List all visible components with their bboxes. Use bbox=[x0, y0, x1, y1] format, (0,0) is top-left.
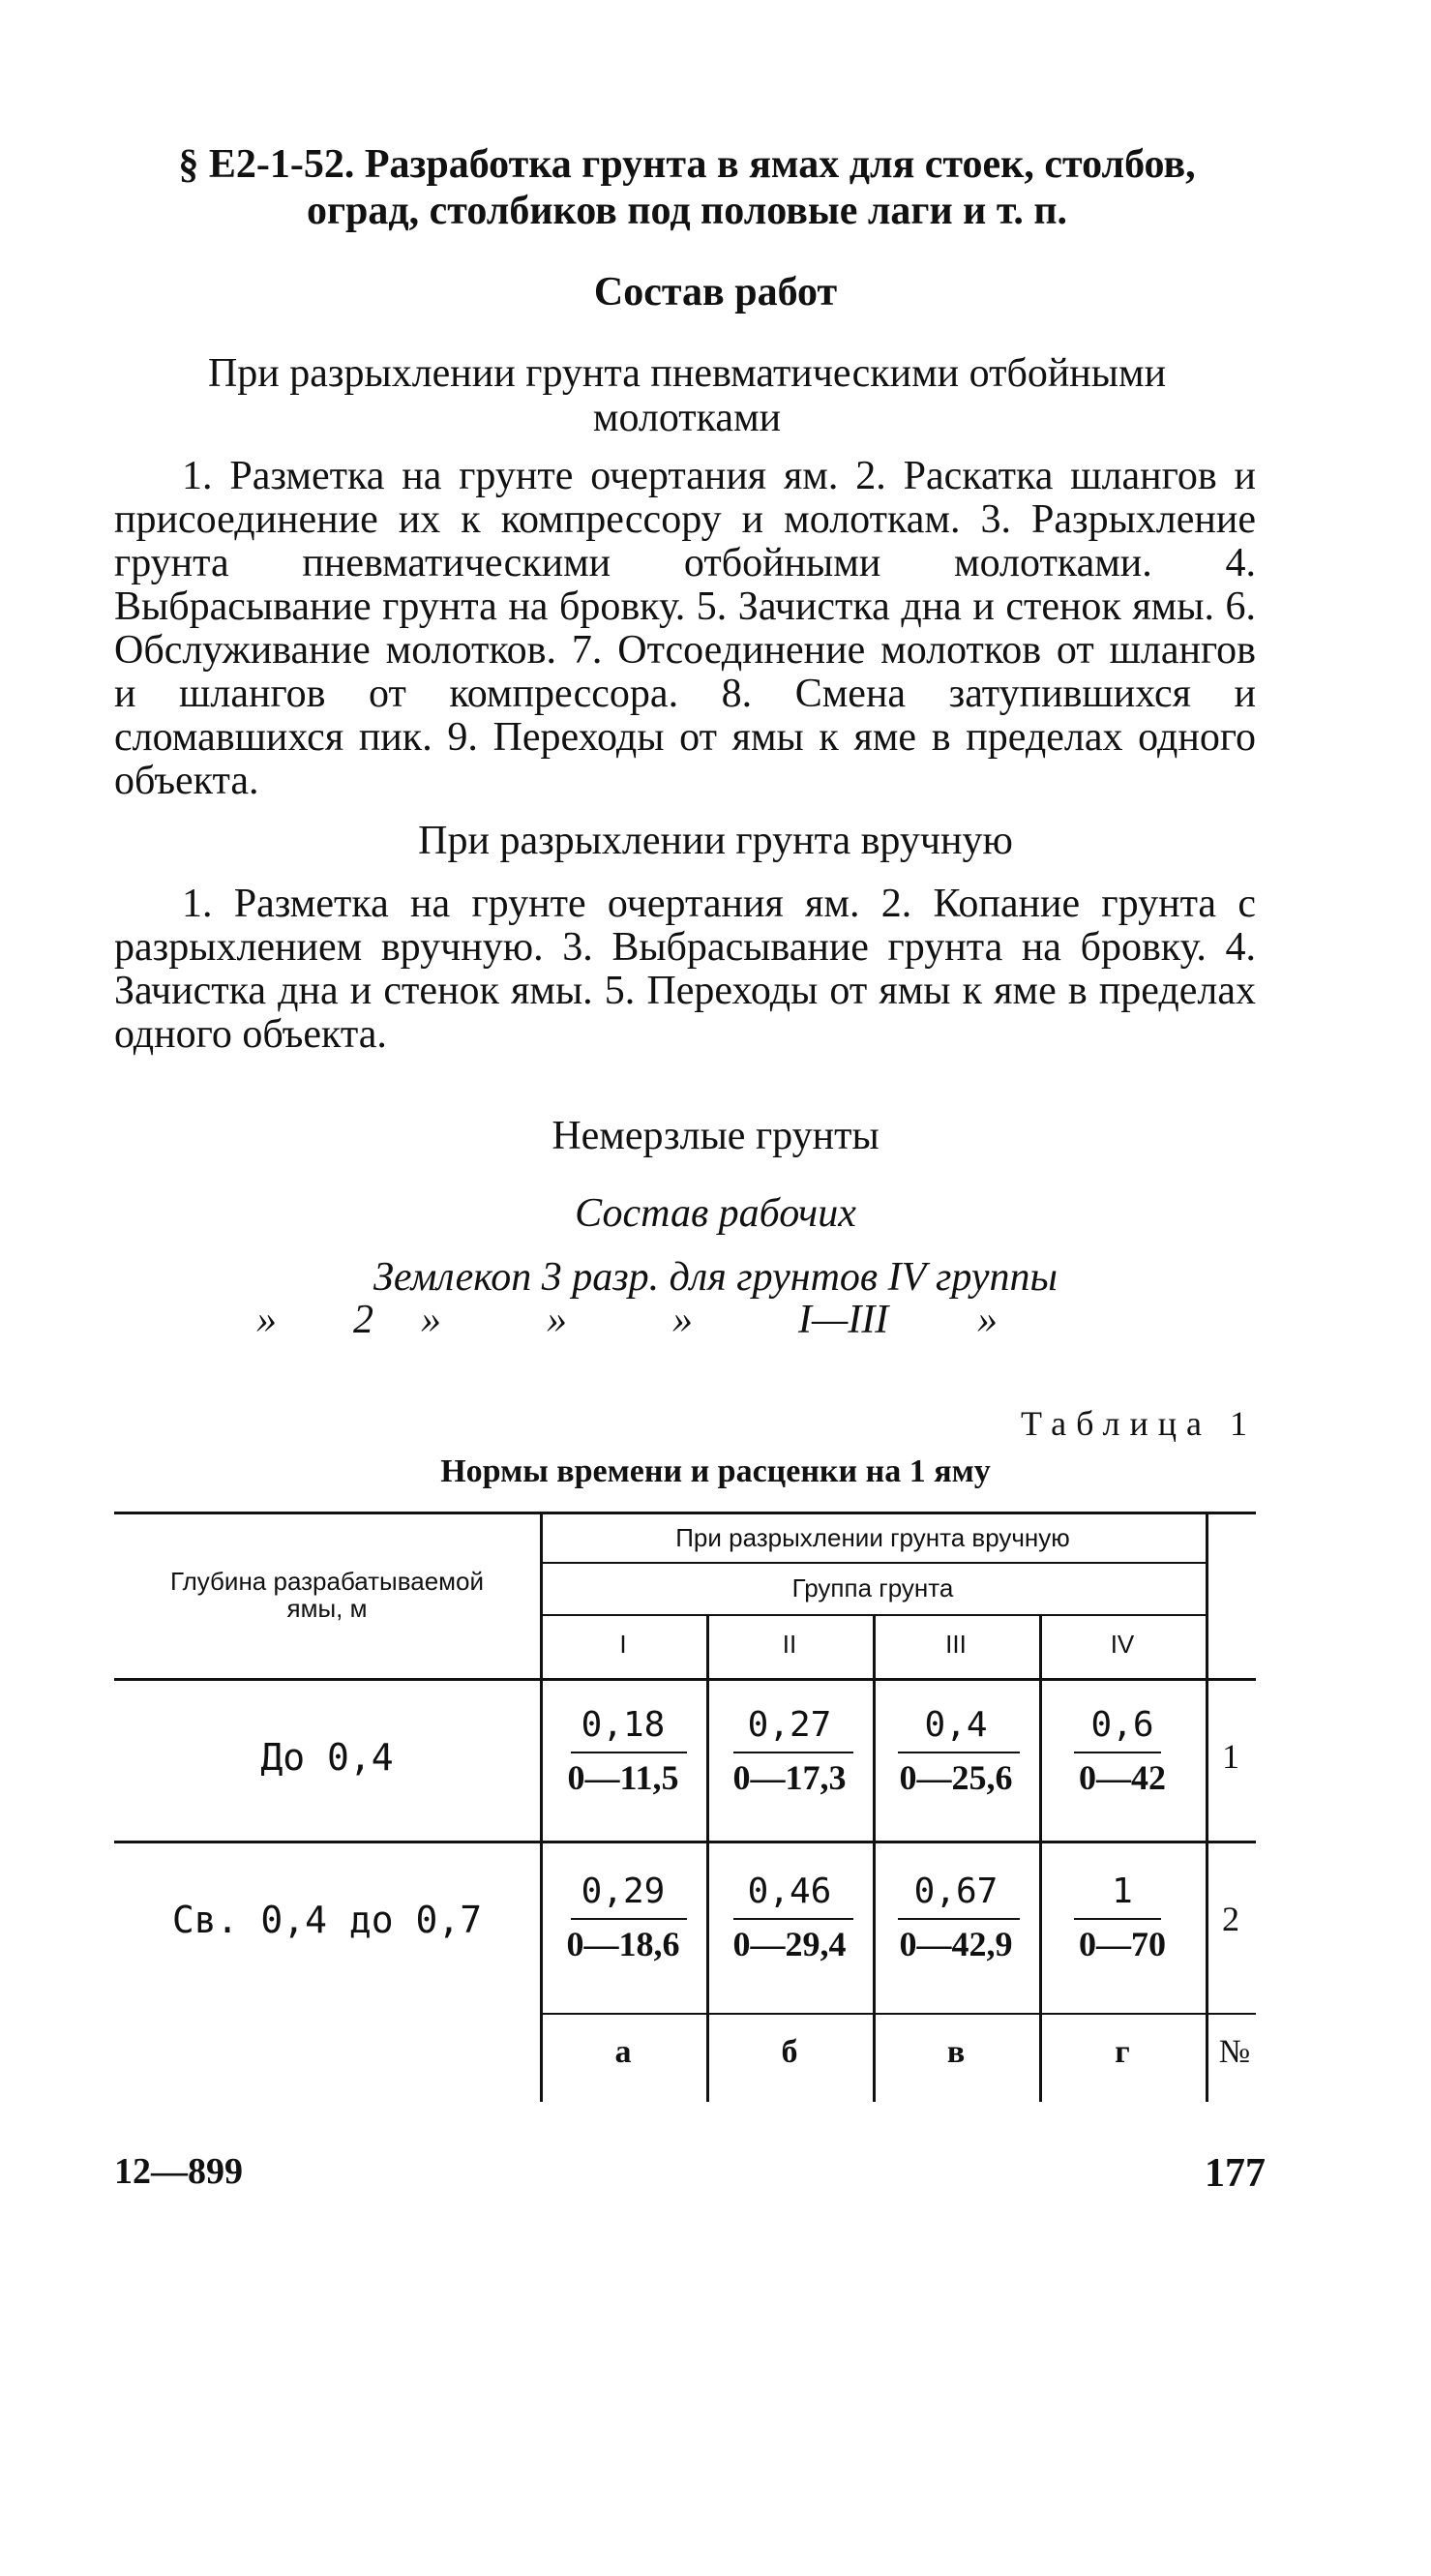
fraction-line bbox=[571, 1752, 687, 1753]
column-letter: г bbox=[1115, 2034, 1130, 2070]
time-norm: 0,46 bbox=[747, 1872, 832, 1911]
page-number: 177 bbox=[1205, 2151, 1266, 2196]
ditto-mark: » bbox=[256, 1298, 277, 1342]
fraction-line bbox=[733, 1918, 853, 1920]
column-divider bbox=[1039, 1616, 1042, 2102]
depth-header-line1: Глубина разрабатываемой bbox=[169, 1567, 485, 1596]
column-letter: а bbox=[614, 2034, 632, 2070]
price-rate: 0—18,6 bbox=[566, 1925, 680, 1963]
table-top-border bbox=[114, 1512, 1256, 1514]
worker-groups: I—III bbox=[798, 1298, 889, 1342]
soils-title: Немерзлые грунты bbox=[552, 1114, 879, 1158]
ditto-mark: » bbox=[547, 1298, 567, 1342]
composition-title: Состав работ bbox=[593, 270, 838, 315]
section-title-line1: § Е2-1-52. Разработка грунта в ямах для стоек, столбов, bbox=[178, 142, 1196, 187]
price-rate: 0—17,3 bbox=[732, 1758, 847, 1797]
print-code: 12—899 bbox=[114, 2151, 243, 2192]
group-col-i: I bbox=[619, 1630, 627, 1659]
depth-header-line2: ямы, м bbox=[286, 1594, 368, 1623]
manual-paragraph bbox=[114, 883, 1256, 1057]
group-col-ii: II bbox=[782, 1630, 797, 1659]
row-number: 2 bbox=[1222, 1900, 1239, 1938]
header-bottom-border bbox=[114, 1678, 1256, 1681]
row-divider bbox=[114, 1841, 1256, 1843]
manual-text: 1. Разметка на грунте очертания ям. 2. Копание грунта с разрыхлением вручную. 3. Выбрасывание грунта на бровку. 4. Зачистка дна и стенок ямы. 5. Переходы от ямы к яме в пределах одного объекта. bbox=[114, 882, 1256, 1057]
pneumatic-text: 1. Разметка на грунте очертания ям. 2. Раскатка шлангов и присоединение их к компрессору и молоткам. 3. Разрыхление грунта пневматическими отбойными молотками. 4. Выбрасывание грунта на бровку. 5. Зачистка дна и стенок ямы. 6. Обслуживание молотков. 7. Отсоединение молотков от шлангов и шлангов от компрессора. 8. Смена затупившихся и сломавшихся пик. 9. Переходы от ямы к яме в пределах одного объекта. bbox=[114, 454, 1256, 803]
worker-rank: 2 bbox=[353, 1298, 373, 1342]
fraction-line bbox=[898, 1752, 1020, 1753]
row-divider bbox=[540, 2013, 1256, 2015]
fraction-line bbox=[733, 1752, 853, 1753]
norms-table bbox=[114, 1512, 1256, 2576]
pneumatic-title-line1: При разрыхлении грунта пневматическими отбойными bbox=[207, 351, 1167, 396]
fraction-line bbox=[898, 1918, 1020, 1920]
column-letter: б bbox=[781, 2034, 798, 2070]
column-letter: в bbox=[946, 2034, 966, 2070]
time-norm: 0,6 bbox=[1090, 1705, 1154, 1745]
column-divider bbox=[873, 1616, 876, 2102]
time-norm: 0,18 bbox=[581, 1705, 666, 1745]
time-norm: 0,27 bbox=[747, 1705, 832, 1745]
depth-header bbox=[114, 1568, 540, 1622]
price-rate: 0—42,9 bbox=[899, 1925, 1013, 1963]
price-rate: 0—25,6 bbox=[899, 1758, 1013, 1797]
ditto-mark: » bbox=[421, 1298, 441, 1342]
row-depth: Св. 0,4 до 0,7 bbox=[171, 1899, 483, 1941]
pneumatic-paragraph bbox=[114, 455, 1256, 803]
group-col-iii: III bbox=[945, 1630, 967, 1659]
fraction-line bbox=[1074, 1752, 1161, 1753]
row-depth: До 0,4 bbox=[260, 1736, 394, 1779]
ditto-mark: » bbox=[977, 1298, 998, 1342]
fraction-line bbox=[1074, 1918, 1161, 1920]
time-norm: 0,29 bbox=[581, 1872, 666, 1911]
fraction-line bbox=[571, 1918, 687, 1920]
price-rate: 0—29,4 bbox=[732, 1925, 847, 1963]
time-norm: 1 bbox=[1112, 1872, 1133, 1911]
table-label: Таблица 1 bbox=[1021, 1404, 1257, 1443]
pneumatic-title-line2: молотками bbox=[592, 396, 782, 440]
time-norm: 0,67 bbox=[913, 1872, 999, 1911]
manual-title: При разрыхлении грунта вручную bbox=[418, 819, 1013, 863]
workers-title: Состав рабочих bbox=[575, 1191, 856, 1236]
section-title-line2: оград, столбиков под половые лаги и т. п. bbox=[306, 189, 1068, 233]
group-header: Группа грунта bbox=[791, 1573, 954, 1603]
worker-line1: Землекоп 3 разр. для грунтов IV группы bbox=[373, 1255, 1058, 1300]
time-norm: 0,4 bbox=[924, 1705, 988, 1745]
price-rate: 0—11,5 bbox=[567, 1758, 679, 1797]
row-number: 1 bbox=[1222, 1737, 1239, 1776]
price-rate: 0—42 bbox=[1079, 1758, 1166, 1797]
table-title: Нормы времени и расценки на 1 яму bbox=[440, 1453, 991, 1489]
price-rate: 0—70 bbox=[1079, 1925, 1166, 1963]
column-divider bbox=[706, 1616, 709, 2102]
column-divider bbox=[1206, 1512, 1208, 2102]
number-column-label: № bbox=[1218, 2034, 1251, 2070]
header-divider bbox=[540, 1562, 1206, 1564]
method-header: При разрыхлении грунта вручную bbox=[675, 1523, 1070, 1552]
ditto-mark: » bbox=[672, 1298, 693, 1342]
worker-line2 bbox=[0, 1297, 1431, 1345]
group-col-iv: IV bbox=[1110, 1630, 1135, 1659]
